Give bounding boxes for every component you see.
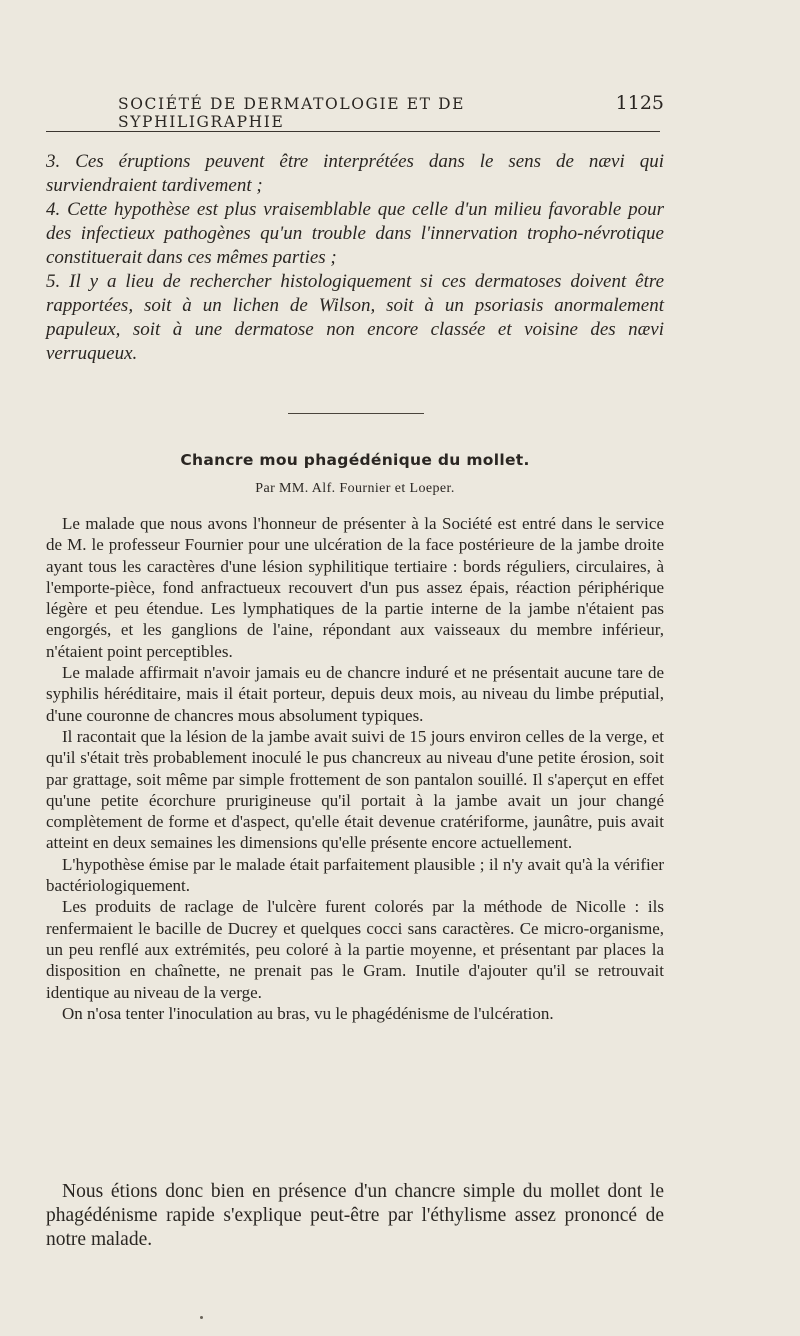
article-title: Chancre mou phagédénique du mollet. [180,451,530,469]
body-paragraph: Les produits de raclage de l'ulcère furent colorés par la méthode de Nicolle : ils renfermaient le bacille de Ducrey et quelques cocci sans caractères. Ce micro-organisme, un peu renflé aux extrémités, peu coloré à la partie moyenne, et présentant par places la disposition en chaînette, ne prenait pas le Gram. Inutile d'ajouter qu'il se retrouvait identique au niveau de la verge. [46,897,664,1002]
conclusion-paragraph: Nous étions donc bien en présence d'un chancre simple du mollet dont le phagédénisme rapide s'explique peut-être par l'éthylisme assez prononcé de notre malade. [46,1181,664,1250]
body-paragraph: Le malade affirmait n'avoir jamais eu de chancre induré et ne présentait aucune tare de syphilis héréditaire, mais il était porteur, depuis deux mois, au niveau du limbe préputial, d'une couronne de chancres mous absolument typiques. [46,663,664,725]
ink-speck [200,1316,203,1319]
page-number: 1125 [615,92,664,114]
body-paragraph: L'hypothèse émise par le malade était parfaitement plausible ; il n'y avait qu'à la vérifier bactériologiquement. [46,854,664,896]
conclusion-item: 3. Ces éruptions peuvent être interprétées dans le sens de nævi qui surviendraient tardivement ; [46,151,664,196]
body-paragraph: Il racontait que la lésion de la jambe avait suivi de 15 jours environ celles de la verge, et qu'il s'était très probablement inoculé le pus chancreux au niveau d'une petite érosion, soit par grattage, soit même par simple frottement de son pantalon souillé. Il s'aperçut en effet qu'une petite écorchure prurigineuse qu'il portait à la jambe avait un jour changé complètement de forme et d'aspect, qu'elle était devenue cratériforme, jaunâtre, puis avait atteint en deux semaines les dimensions qu'elle présente encore actuellement. [46,726,664,853]
conclusion-item: 5. Il y a lieu de rechercher histologiquement si ces dermatoses doivent être rapportées, soit à un lichen de Wilson, soit à un psoriasis anormalement papuleux, soit à une dermatose non encore classée et voisine des nævi verruqueux. [46,271,664,364]
body-paragraph: On n'osa tenter l'inoculation au bras, vu le phagédénisme de l'ulcération. [62,1003,554,1023]
section-separator [288,413,424,414]
conclusion-item: 4. Cette hypothèse est plus vraisemblable que celle d'un milieu favorable pour des infectieux pathogènes qu'un trouble dans l'innervation tropho-névrotique constituerait dans ces mêmes parties ; [46,199,664,268]
article-body [46,513,664,1024]
body-paragraph: Le malade que nous avons l'honneur de présenter à la Société est entré dans le service de M. le professeur Fournier pour une ulcération de la face postérieure de la jambe droite ayant tous les caractères d'une lésion syphilitique tertiaire : bords réguliers, circulaires, à l'emporte-pièce, fond anfractueux recouvert d'un pus assez épais, réaction périphérique légère et peu étendue. Les lymphatiques de la partie interne de la jambe n'étaient pas engorgés, et les ganglions de l'aine, répondant aux vaisseaux du membre inférieur, n'étaient point perceptibles. [46,514,664,661]
running-header [118,92,664,131]
header-rule [46,131,660,132]
running-title: SOCIÉTÉ DE DERMATOLOGIE ET DE SYPHILIGRAPHIE [118,95,466,131]
article-authors: Par MM. Alf. Fournier et Loeper. [255,481,455,496]
article-conclusion [46,1180,664,1252]
conclusions-list [46,150,664,366]
